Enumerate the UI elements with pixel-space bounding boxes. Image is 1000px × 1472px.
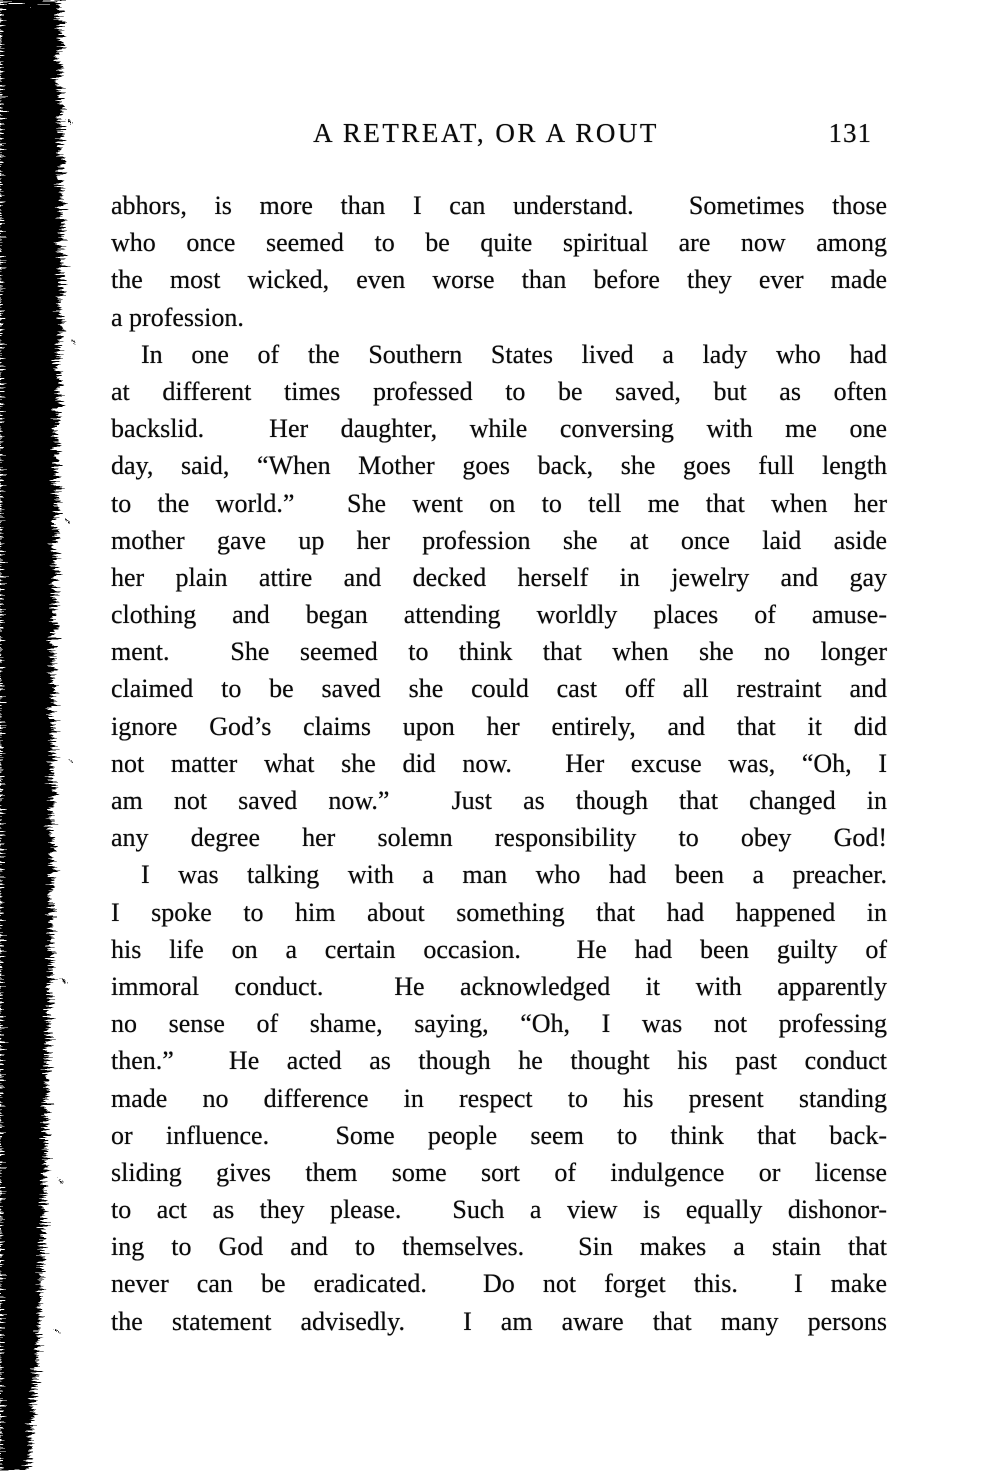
text-line: never can be eradicated. Do not forget this. I make [111, 1269, 887, 1299]
running-header [110, 116, 886, 152]
text-line: day, said, “When Mother goes back, she goes full length [111, 451, 887, 481]
text-line: immoral conduct. He acknowledged it with apparently [111, 971, 887, 1001]
text-line: to act as they please. Such a view is equally dishonor- [111, 1195, 887, 1225]
text-line: who once seemed to be quite spiritual are now among [111, 228, 887, 258]
text-line: ment. She seemed to think that when she no longer [111, 637, 887, 667]
page-number: 131 [828, 118, 872, 148]
text-line: clothing and began attending worldly places of amuse- [111, 600, 887, 630]
text-line: no sense of shame, saying, “Oh, I was not professing [111, 1009, 887, 1039]
text-line: then.” He acted as though he thought his past conduct [111, 1046, 887, 1076]
text-line: backslid. Her daughter, while conversing with me one [111, 414, 887, 444]
text-line: her plain attire and decked herself in jewelry and gay [111, 562, 887, 592]
text-line: abhors, is more than I can understand. Sometimes those [111, 191, 887, 220]
text-line: mother gave up her profession she at once laid aside [111, 525, 887, 555]
text-line: his life on a certain occasion. He had been guilty of [111, 934, 887, 964]
scan-gutter-shadow-artifact [0, 0, 110, 1472]
text-line: to the world.” She went on to tell me that when her [111, 488, 887, 518]
text-line: or influence. Some people seem to think that back- [111, 1120, 887, 1150]
text-line: In one of the Southern States lived a lady who had [141, 339, 887, 369]
text-line: claimed to be saved she could cast off all restraint and [111, 674, 887, 704]
text-line: not matter what she did now. Her excuse was, “Oh, I [111, 748, 887, 778]
text-line: any degree her solemn responsibility to obey God! [111, 823, 887, 853]
text-line: made no difference in respect to his present standing [111, 1083, 887, 1113]
text-line: ignore God’s claims upon her entirely, and that it did [111, 711, 887, 741]
text-line: a profession. [111, 302, 244, 332]
text-line: the statement advisedly. I am aware that many persons [111, 1306, 887, 1336]
text-line: ing to God and to themselves. Sin makes a stain that [111, 1232, 887, 1262]
text-line: sliding gives them some sort of indulgence or license [111, 1157, 887, 1187]
text-line: I was talking with a man who had been a preacher. [141, 860, 887, 890]
text-line: am not saved now.” Just as though that changed in [111, 786, 887, 815]
text-line: I spoke to him about something that had happened in [111, 897, 887, 927]
text-line: at different times professed to be saved, but as often [111, 376, 887, 406]
text-line: the most wicked, even worse than before they ever made [111, 265, 887, 295]
body-text [111, 187, 887, 1340]
page-title: A RETREAT, OR A ROUT [313, 118, 659, 148]
